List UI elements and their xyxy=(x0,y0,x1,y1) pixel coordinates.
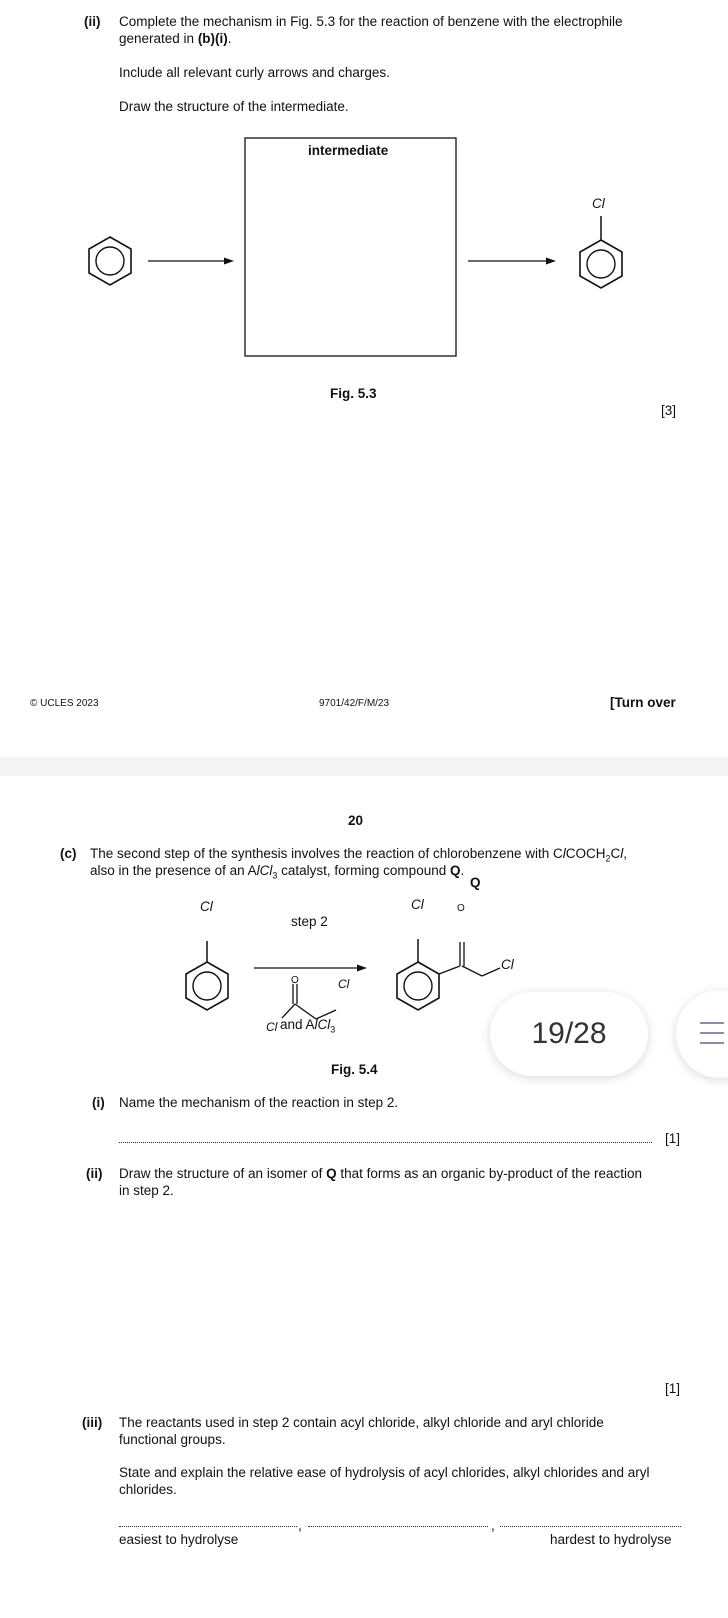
step-2-label: step 2 xyxy=(291,914,328,929)
part-c-line2: also in the presence of an AlCl$_3$ catalyst, forming compound Q. xyxy=(90,863,465,881)
part-iii-label: (iii) xyxy=(82,1415,103,1430)
hardest-answer-line[interactable] xyxy=(500,1526,681,1527)
part-iii-line2: functional groups. xyxy=(119,1432,226,1447)
reactant-cl-label: Cl xyxy=(200,899,213,914)
reagent-oxygen-label: O xyxy=(291,975,299,986)
part-ii-question-line2: generated in (b)(i). xyxy=(119,31,232,46)
product-chain-cl-label: Cl xyxy=(501,957,514,972)
part-i-question: Name the mechanism of the reaction in step 2. xyxy=(119,1095,399,1110)
fig-5-4-caption: Fig. 5.4 xyxy=(331,1062,378,1077)
menu-icon-bar xyxy=(700,1042,724,1044)
instruction-intermediate: Draw the structure of the intermediate. xyxy=(119,99,349,114)
chlorobenzene-reactant xyxy=(186,941,228,1010)
part-ii-label: (ii) xyxy=(86,1166,103,1181)
marks-part-ii: [3] xyxy=(661,403,677,418)
hardest-label: hardest to hydrolyse xyxy=(550,1532,672,1547)
part-ii-line2: in step 2. xyxy=(119,1183,174,1198)
reagent-cl-label-left: Cl xyxy=(266,1020,278,1034)
arrow-to-intermediate xyxy=(148,258,234,265)
reagent-cl-label-right: Cl xyxy=(338,977,350,991)
part-iii-line3: State and explain the relative ease of hydrolysis of acyl chlorides, alkyl chlorides and aryl xyxy=(119,1465,650,1480)
intermediate-box-label: intermediate xyxy=(308,143,389,158)
compound-q-product xyxy=(397,939,500,1010)
separator-comma-1: , xyxy=(298,1518,302,1533)
part-iii-line1: The reactants used in step 2 contain acyl chloride, alkyl chloride and aryl chloride xyxy=(119,1415,604,1430)
product-ring-cl-label: Cl xyxy=(411,897,424,912)
part-ii-line1: Draw the structure of an isomer of Q that forms as an organic by-product of the reaction xyxy=(119,1166,643,1181)
easiest-answer-line[interactable] xyxy=(119,1526,297,1527)
part-iii-line4: chlorides. xyxy=(119,1482,177,1497)
easiest-label: easiest to hydrolyse xyxy=(119,1532,239,1547)
part-i-answer-line[interactable] xyxy=(119,1142,652,1143)
part-ii-label: (ii) xyxy=(84,14,101,29)
copyright-footer: © UCLES 2023 xyxy=(30,698,99,709)
exam-page-20 xyxy=(0,776,728,1618)
product-oxygen-label: O xyxy=(457,903,465,914)
product-cl-label: Cl xyxy=(592,196,605,211)
page-number: 20 xyxy=(348,813,364,828)
turn-over-footer: [Turn over xyxy=(610,695,676,710)
compound-q-label: Q xyxy=(470,875,481,890)
page-indicator-pill[interactable] xyxy=(490,992,648,1076)
part-c-line1: The second step of the synthesis involves the reaction of chlorobenzene with ClCOCH$_2$Cl, xyxy=(90,846,628,864)
intermediate-answer-box[interactable] xyxy=(245,138,456,356)
fig-5-3-caption: Fig. 5.3 xyxy=(330,386,377,401)
separator-comma-2: , xyxy=(491,1518,495,1533)
step-2-arrow xyxy=(254,965,367,972)
paper-code-footer: 9701/42/F/M/23 xyxy=(319,698,390,709)
page-indicator-text: 19/28 xyxy=(531,1017,607,1050)
menu-icon xyxy=(700,1022,724,1024)
menu-icon-bar xyxy=(700,1032,724,1034)
arrow-to-product xyxy=(468,258,556,265)
part-i-label: (i) xyxy=(92,1095,105,1110)
part-c-label: (c) xyxy=(60,846,77,861)
fig-5-3-diagram xyxy=(0,0,728,380)
part-ii-question-line1: Complete the mechanism in Fig. 5.3 for the reaction of benzene with the electrophile xyxy=(119,14,623,29)
chlorobenzene-product xyxy=(580,216,622,288)
chloroacetyl-chloride-reagent xyxy=(282,984,336,1019)
benzene-reactant xyxy=(89,237,131,285)
part-i-marks: [1] xyxy=(665,1131,681,1146)
part-ii-marks: [1] xyxy=(665,1381,681,1396)
catalyst-label: and AlCl$_3$ xyxy=(280,1017,336,1035)
exam-page-19 xyxy=(0,0,728,757)
middle-answer-line[interactable] xyxy=(308,1526,488,1527)
instruction-curly-arrows: Include all relevant curly arrows and charges. xyxy=(119,65,390,80)
